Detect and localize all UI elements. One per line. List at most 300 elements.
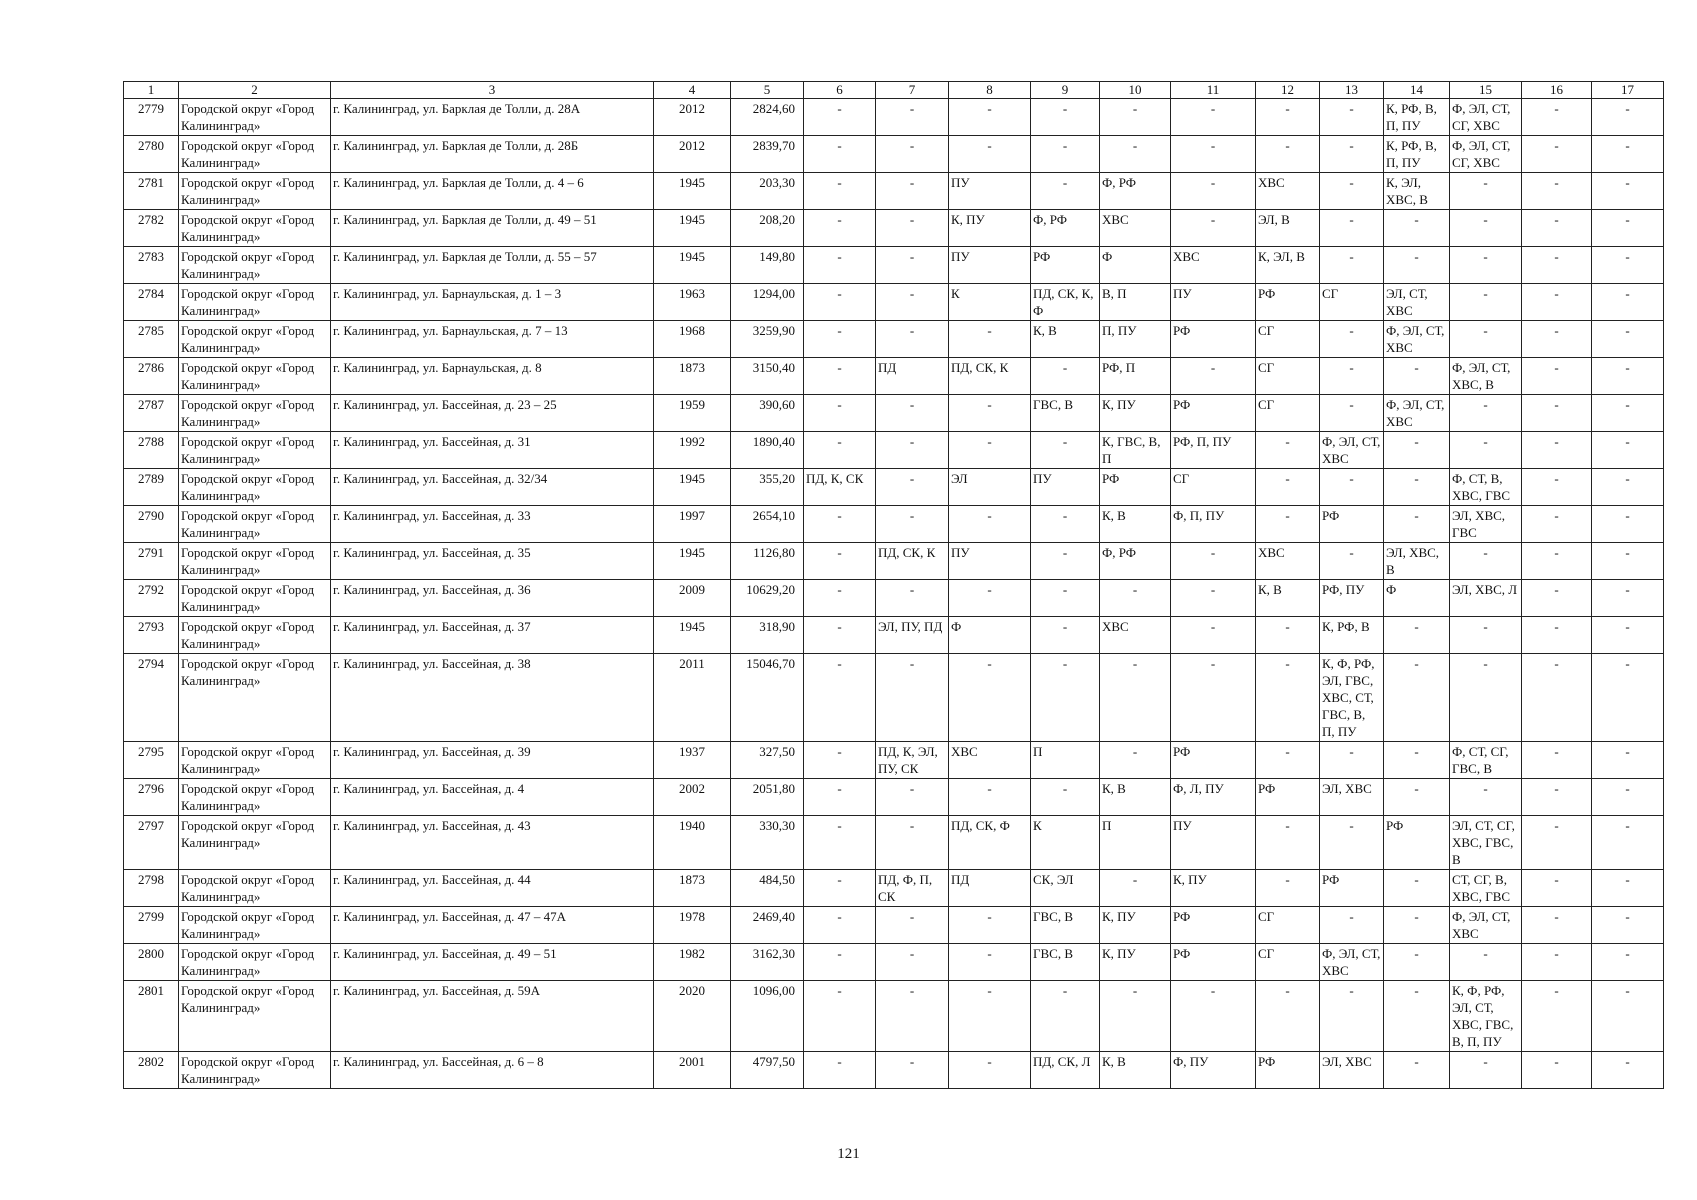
column-9-cell: К — [1031, 816, 1100, 870]
year-cell: 1992 — [654, 432, 731, 469]
table-row — [124, 284, 1664, 321]
year-cell: 1982 — [654, 944, 731, 981]
column-11-cell: РФ — [1171, 395, 1256, 432]
column-header-6: 6 — [804, 82, 876, 99]
column-8-cell: ПУ — [949, 543, 1031, 580]
column-16-cell: - — [1522, 907, 1592, 944]
column-11-cell: - — [1171, 580, 1256, 617]
column-13-cell: К, РФ, В — [1320, 617, 1384, 654]
column-16-cell: - — [1522, 469, 1592, 506]
column-header-16: 16 — [1522, 82, 1592, 99]
column-7-cell: - — [876, 247, 949, 284]
year-cell: 2002 — [654, 779, 731, 816]
column-10-cell: В, П — [1100, 284, 1171, 321]
column-14-cell: - — [1384, 870, 1450, 907]
row-number-cell: 2785 — [124, 321, 179, 358]
row-number-cell: 2787 — [124, 395, 179, 432]
column-14-cell: Ф, ЭЛ, СТ, ХВС — [1384, 395, 1450, 432]
row-number-cell: 2796 — [124, 779, 179, 816]
column-17-cell: - — [1592, 136, 1664, 173]
column-10-cell: П, ПУ — [1100, 321, 1171, 358]
area-cell: 2839,70 — [731, 136, 804, 173]
row-number-cell: 2792 — [124, 580, 179, 617]
column-13-cell: - — [1320, 816, 1384, 870]
column-14-cell: - — [1384, 247, 1450, 284]
column-17-cell: - — [1592, 981, 1664, 1052]
column-10-cell: РФ, П — [1100, 358, 1171, 395]
row-number-cell: 2791 — [124, 543, 179, 580]
column-10-cell: К, ПУ — [1100, 907, 1171, 944]
column-13-cell: - — [1320, 981, 1384, 1052]
column-6-cell: - — [804, 173, 876, 210]
column-9-cell: - — [1031, 136, 1100, 173]
column-14-cell: - — [1384, 506, 1450, 543]
column-8-cell: - — [949, 779, 1031, 816]
column-9-cell: - — [1031, 543, 1100, 580]
column-13-cell: ЭЛ, ХВС — [1320, 779, 1384, 816]
column-16-cell: - — [1522, 742, 1592, 779]
column-15-cell: - — [1450, 944, 1522, 981]
column-9-cell: ГВС, В — [1031, 395, 1100, 432]
column-7-cell: ПД, К, ЭЛ, ПУ, СК — [876, 742, 949, 779]
column-8-cell: - — [949, 99, 1031, 136]
owner-cell: Городской округ «Город Калининград» — [179, 358, 331, 395]
column-6-cell: - — [804, 321, 876, 358]
column-12-cell: К, ЭЛ, В — [1256, 247, 1320, 284]
owner-cell: Городской округ «Город Калининград» — [179, 617, 331, 654]
area-cell: 149,80 — [731, 247, 804, 284]
column-14-cell: ЭЛ, СТ, ХВС — [1384, 284, 1450, 321]
column-17-cell: - — [1592, 321, 1664, 358]
column-12-cell: СГ — [1256, 358, 1320, 395]
area-cell: 1294,00 — [731, 284, 804, 321]
column-7-cell: - — [876, 944, 949, 981]
year-cell: 1978 — [654, 907, 731, 944]
column-6-cell: - — [804, 210, 876, 247]
column-7-cell: - — [876, 779, 949, 816]
column-15-cell: Ф, СТ, В, ХВС, ГВС — [1450, 469, 1522, 506]
column-10-cell: Ф — [1100, 247, 1171, 284]
owner-cell: Городской округ «Город Калининград» — [179, 136, 331, 173]
column-6-cell: - — [804, 284, 876, 321]
column-7-cell: - — [876, 1052, 949, 1089]
column-17-cell: - — [1592, 1052, 1664, 1089]
column-15-cell: - — [1450, 395, 1522, 432]
column-13-cell: - — [1320, 210, 1384, 247]
table-body — [124, 99, 1664, 1089]
column-8-cell: ХВС — [949, 742, 1031, 779]
column-10-cell: - — [1100, 136, 1171, 173]
column-6-cell: - — [804, 506, 876, 543]
row-number-cell: 2795 — [124, 742, 179, 779]
column-9-cell: - — [1031, 981, 1100, 1052]
column-16-cell: - — [1522, 321, 1592, 358]
column-7-cell: - — [876, 580, 949, 617]
column-7-cell: - — [876, 981, 949, 1052]
column-13-cell: - — [1320, 321, 1384, 358]
column-15-cell: - — [1450, 321, 1522, 358]
year-cell: 2012 — [654, 136, 731, 173]
table-row — [124, 617, 1664, 654]
year-cell: 2001 — [654, 1052, 731, 1089]
column-17-cell: - — [1592, 469, 1664, 506]
area-cell: 327,50 — [731, 742, 804, 779]
area-cell: 2654,10 — [731, 506, 804, 543]
owner-cell: Городской округ «Город Калининград» — [179, 210, 331, 247]
column-10-cell: ХВС — [1100, 617, 1171, 654]
table-row — [124, 981, 1664, 1052]
column-9-cell: - — [1031, 99, 1100, 136]
area-cell: 1096,00 — [731, 981, 804, 1052]
column-15-cell: Ф, ЭЛ, СТ, ХВС, В — [1450, 358, 1522, 395]
column-13-cell: СГ — [1320, 284, 1384, 321]
column-17-cell: - — [1592, 358, 1664, 395]
column-12-cell: - — [1256, 742, 1320, 779]
column-7-cell: - — [876, 284, 949, 321]
column-14-cell: - — [1384, 617, 1450, 654]
column-7-cell: - — [876, 654, 949, 742]
owner-cell: Городской округ «Город Калининград» — [179, 944, 331, 981]
column-8-cell: - — [949, 321, 1031, 358]
row-number-cell: 2800 — [124, 944, 179, 981]
column-header-10: 10 — [1100, 82, 1171, 99]
column-13-cell: РФ — [1320, 506, 1384, 543]
column-9-cell: - — [1031, 173, 1100, 210]
column-6-cell: ПД, К, СК — [804, 469, 876, 506]
column-12-cell: - — [1256, 981, 1320, 1052]
column-13-cell: - — [1320, 136, 1384, 173]
row-number-cell: 2802 — [124, 1052, 179, 1089]
column-16-cell: - — [1522, 654, 1592, 742]
column-13-cell: - — [1320, 742, 1384, 779]
column-15-cell: - — [1450, 210, 1522, 247]
column-17-cell: - — [1592, 617, 1664, 654]
column-8-cell: - — [949, 654, 1031, 742]
column-16-cell: - — [1522, 816, 1592, 870]
column-15-cell: Ф, ЭЛ, СТ, СГ, ХВС — [1450, 99, 1522, 136]
column-11-cell: РФ — [1171, 944, 1256, 981]
column-12-cell: ХВС — [1256, 543, 1320, 580]
owner-cell: Городской округ «Город Калининград» — [179, 580, 331, 617]
column-8-cell: - — [949, 136, 1031, 173]
row-number-cell: 2783 — [124, 247, 179, 284]
owner-cell: Городской округ «Город Калининград» — [179, 981, 331, 1052]
column-6-cell: - — [804, 907, 876, 944]
address-cell: г. Калининград, ул. Бассейная, д. 32/34 — [331, 469, 654, 506]
column-9-cell: ПУ — [1031, 469, 1100, 506]
column-14-cell: Ф — [1384, 580, 1450, 617]
column-11-cell: - — [1171, 617, 1256, 654]
column-9-cell: - — [1031, 506, 1100, 543]
row-number-cell: 2789 — [124, 469, 179, 506]
column-11-cell: - — [1171, 99, 1256, 136]
column-12-cell: РФ — [1256, 1052, 1320, 1089]
column-16-cell: - — [1522, 1052, 1592, 1089]
table-row — [124, 816, 1664, 870]
address-cell: г. Калининград, ул. Бассейная, д. 31 — [331, 432, 654, 469]
column-9-cell: РФ — [1031, 247, 1100, 284]
address-cell: г. Калининград, ул. Бассейная, д. 49 – 51 — [331, 944, 654, 981]
column-7-cell: ПД, Ф, П, СК — [876, 870, 949, 907]
column-10-cell: К, В — [1100, 506, 1171, 543]
column-7-cell: - — [876, 395, 949, 432]
column-9-cell: ГВС, В — [1031, 907, 1100, 944]
column-10-cell: - — [1100, 870, 1171, 907]
owner-cell: Городской округ «Город Калининград» — [179, 506, 331, 543]
column-14-cell: - — [1384, 654, 1450, 742]
owner-cell: Городской округ «Город Калининград» — [179, 816, 331, 870]
column-17-cell: - — [1592, 944, 1664, 981]
area-cell: 1890,40 — [731, 432, 804, 469]
column-13-cell: - — [1320, 99, 1384, 136]
row-number-cell: 2788 — [124, 432, 179, 469]
column-header-9: 9 — [1031, 82, 1100, 99]
owner-cell: Городской округ «Город Калининград» — [179, 907, 331, 944]
column-10-cell: - — [1100, 654, 1171, 742]
column-8-cell: - — [949, 506, 1031, 543]
column-15-cell: ЭЛ, СТ, СГ, ХВС, ГВС, В — [1450, 816, 1522, 870]
address-cell: г. Калининград, ул. Барнаульская, д. 1 – 3 — [331, 284, 654, 321]
column-10-cell: К, В — [1100, 1052, 1171, 1089]
column-17-cell: - — [1592, 742, 1664, 779]
column-16-cell: - — [1522, 136, 1592, 173]
row-number-cell: 2793 — [124, 617, 179, 654]
row-number-cell: 2782 — [124, 210, 179, 247]
column-15-cell: К, Ф, РФ, ЭЛ, СТ, ХВС, ГВС, В, П, ПУ — [1450, 981, 1522, 1052]
column-12-cell: СГ — [1256, 944, 1320, 981]
column-9-cell: - — [1031, 654, 1100, 742]
column-11-cell: - — [1171, 358, 1256, 395]
column-16-cell: - — [1522, 981, 1592, 1052]
column-13-cell: - — [1320, 358, 1384, 395]
column-9-cell: К, В — [1031, 321, 1100, 358]
column-8-cell: - — [949, 580, 1031, 617]
column-16-cell: - — [1522, 395, 1592, 432]
column-15-cell: - — [1450, 173, 1522, 210]
column-9-cell: П — [1031, 742, 1100, 779]
column-7-cell: - — [876, 136, 949, 173]
owner-cell: Городской округ «Город Калининград» — [179, 395, 331, 432]
address-cell: г. Калининград, ул. Бассейная, д. 33 — [331, 506, 654, 543]
column-6-cell: - — [804, 432, 876, 469]
column-13-cell: К, Ф, РФ, ЭЛ, ГВС, ХВС, СТ, ГВС, В, П, ПУ — [1320, 654, 1384, 742]
column-6-cell: - — [804, 580, 876, 617]
row-number-cell: 2794 — [124, 654, 179, 742]
column-7-cell: - — [876, 99, 949, 136]
address-cell: г. Калининград, ул. Барклая де Толли, д. 55 – 57 — [331, 247, 654, 284]
row-number-cell: 2801 — [124, 981, 179, 1052]
address-cell: г. Калининград, ул. Бассейная, д. 6 – 8 — [331, 1052, 654, 1089]
column-13-cell: РФ — [1320, 870, 1384, 907]
year-cell: 2020 — [654, 981, 731, 1052]
column-6-cell: - — [804, 247, 876, 284]
column-13-cell: - — [1320, 907, 1384, 944]
address-cell: г. Калининград, ул. Бассейная, д. 36 — [331, 580, 654, 617]
area-cell: 2469,40 — [731, 907, 804, 944]
column-17-cell: - — [1592, 395, 1664, 432]
area-cell: 3162,30 — [731, 944, 804, 981]
column-8-cell: ПД — [949, 870, 1031, 907]
column-7-cell: ПД, СК, К — [876, 543, 949, 580]
column-11-cell: РФ — [1171, 907, 1256, 944]
column-16-cell: - — [1522, 99, 1592, 136]
address-cell: г. Калининград, ул. Бассейная, д. 38 — [331, 654, 654, 742]
column-13-cell: ЭЛ, ХВС — [1320, 1052, 1384, 1089]
year-cell: 1873 — [654, 358, 731, 395]
column-7-cell: - — [876, 432, 949, 469]
table-row — [124, 580, 1664, 617]
column-14-cell: К, РФ, В, П, ПУ — [1384, 136, 1450, 173]
address-cell: г. Калининград, ул. Бассейная, д. 59А — [331, 981, 654, 1052]
column-16-cell: - — [1522, 173, 1592, 210]
column-6-cell: - — [804, 944, 876, 981]
column-header-11: 11 — [1171, 82, 1256, 99]
column-9-cell: ПД, СК, Л — [1031, 1052, 1100, 1089]
area-cell: 4797,50 — [731, 1052, 804, 1089]
column-15-cell: - — [1450, 247, 1522, 284]
year-cell: 1968 — [654, 321, 731, 358]
column-11-cell: - — [1171, 210, 1256, 247]
column-12-cell: - — [1256, 99, 1320, 136]
table-row — [124, 543, 1664, 580]
buildings-table — [123, 81, 1664, 1089]
column-12-cell: - — [1256, 654, 1320, 742]
column-8-cell: К — [949, 284, 1031, 321]
area-cell: 390,60 — [731, 395, 804, 432]
year-cell: 1873 — [654, 870, 731, 907]
column-16-cell: - — [1522, 543, 1592, 580]
column-10-cell: Ф, РФ — [1100, 173, 1171, 210]
column-7-cell: - — [876, 816, 949, 870]
column-12-cell: СГ — [1256, 907, 1320, 944]
column-6-cell: - — [804, 543, 876, 580]
column-17-cell: - — [1592, 816, 1664, 870]
column-15-cell: - — [1450, 1052, 1522, 1089]
column-12-cell: - — [1256, 816, 1320, 870]
address-cell: г. Калининград, ул. Барнаульская, д. 8 — [331, 358, 654, 395]
column-header-12: 12 — [1256, 82, 1320, 99]
column-13-cell: - — [1320, 469, 1384, 506]
column-header-3: 3 — [331, 82, 654, 99]
column-14-cell: - — [1384, 469, 1450, 506]
area-cell: 355,20 — [731, 469, 804, 506]
column-17-cell: - — [1592, 99, 1664, 136]
table-row — [124, 870, 1664, 907]
column-10-cell: К, В — [1100, 779, 1171, 816]
year-cell: 1997 — [654, 506, 731, 543]
column-9-cell: - — [1031, 358, 1100, 395]
column-6-cell: - — [804, 617, 876, 654]
year-cell: 1945 — [654, 210, 731, 247]
table-row — [124, 1052, 1664, 1089]
area-cell: 2824,60 — [731, 99, 804, 136]
column-11-cell: - — [1171, 136, 1256, 173]
column-9-cell: СК, ЭЛ — [1031, 870, 1100, 907]
column-11-cell: СГ — [1171, 469, 1256, 506]
column-11-cell: - — [1171, 981, 1256, 1052]
address-cell: г. Калининград, ул. Барклая де Толли, д. 28Б — [331, 136, 654, 173]
column-10-cell: - — [1100, 580, 1171, 617]
column-7-cell: - — [876, 210, 949, 247]
column-12-cell: - — [1256, 506, 1320, 543]
year-cell: 1945 — [654, 469, 731, 506]
column-17-cell: - — [1592, 779, 1664, 816]
column-11-cell: - — [1171, 543, 1256, 580]
area-cell: 318,90 — [731, 617, 804, 654]
column-header-4: 4 — [654, 82, 731, 99]
column-8-cell: - — [949, 395, 1031, 432]
column-12-cell: - — [1256, 432, 1320, 469]
column-16-cell: - — [1522, 247, 1592, 284]
row-number-cell: 2790 — [124, 506, 179, 543]
address-cell: г. Калининград, ул. Барклая де Толли, д. 4 – 6 — [331, 173, 654, 210]
column-16-cell: - — [1522, 284, 1592, 321]
area-cell: 484,50 — [731, 870, 804, 907]
column-16-cell: - — [1522, 870, 1592, 907]
table-row — [124, 907, 1664, 944]
column-17-cell: - — [1592, 173, 1664, 210]
column-12-cell: СГ — [1256, 395, 1320, 432]
column-13-cell: - — [1320, 395, 1384, 432]
column-14-cell: - — [1384, 981, 1450, 1052]
column-12-cell: РФ — [1256, 284, 1320, 321]
column-8-cell: ПУ — [949, 173, 1031, 210]
column-16-cell: - — [1522, 358, 1592, 395]
row-number-cell: 2786 — [124, 358, 179, 395]
column-11-cell: ПУ — [1171, 816, 1256, 870]
year-cell: 1945 — [654, 617, 731, 654]
column-12-cell: РФ — [1256, 779, 1320, 816]
column-17-cell: - — [1592, 870, 1664, 907]
table-row — [124, 247, 1664, 284]
column-10-cell: - — [1100, 742, 1171, 779]
column-header-2: 2 — [179, 82, 331, 99]
column-7-cell: - — [876, 469, 949, 506]
column-14-cell: ЭЛ, ХВС, В — [1384, 543, 1450, 580]
table-row — [124, 432, 1664, 469]
year-cell: 1963 — [654, 284, 731, 321]
column-16-cell: - — [1522, 210, 1592, 247]
data-table-container — [123, 81, 1663, 1089]
area-cell: 203,30 — [731, 173, 804, 210]
column-15-cell: - — [1450, 654, 1522, 742]
address-cell: г. Калининград, ул. Бассейная, д. 23 – 25 — [331, 395, 654, 432]
column-12-cell: СГ — [1256, 321, 1320, 358]
address-cell: г. Калининград, ул. Бассейная, д. 4 — [331, 779, 654, 816]
column-8-cell: - — [949, 981, 1031, 1052]
area-cell: 208,20 — [731, 210, 804, 247]
column-8-cell: - — [949, 1052, 1031, 1089]
column-header-14: 14 — [1384, 82, 1450, 99]
column-11-cell: К, ПУ — [1171, 870, 1256, 907]
column-13-cell: - — [1320, 543, 1384, 580]
column-6-cell: - — [804, 99, 876, 136]
column-8-cell: ПД, СК, К — [949, 358, 1031, 395]
column-17-cell: - — [1592, 543, 1664, 580]
column-9-cell: ГВС, В — [1031, 944, 1100, 981]
column-14-cell: РФ — [1384, 816, 1450, 870]
column-12-cell: ХВС — [1256, 173, 1320, 210]
area-cell: 10629,20 — [731, 580, 804, 617]
row-number-cell: 2797 — [124, 816, 179, 870]
owner-cell: Городской округ «Город Калининград» — [179, 173, 331, 210]
address-cell: г. Калининград, ул. Барклая де Толли, д. 28А — [331, 99, 654, 136]
row-number-cell: 2779 — [124, 99, 179, 136]
column-15-cell: - — [1450, 617, 1522, 654]
column-11-cell: Ф, ПУ — [1171, 1052, 1256, 1089]
column-6-cell: - — [804, 870, 876, 907]
table-row — [124, 358, 1664, 395]
